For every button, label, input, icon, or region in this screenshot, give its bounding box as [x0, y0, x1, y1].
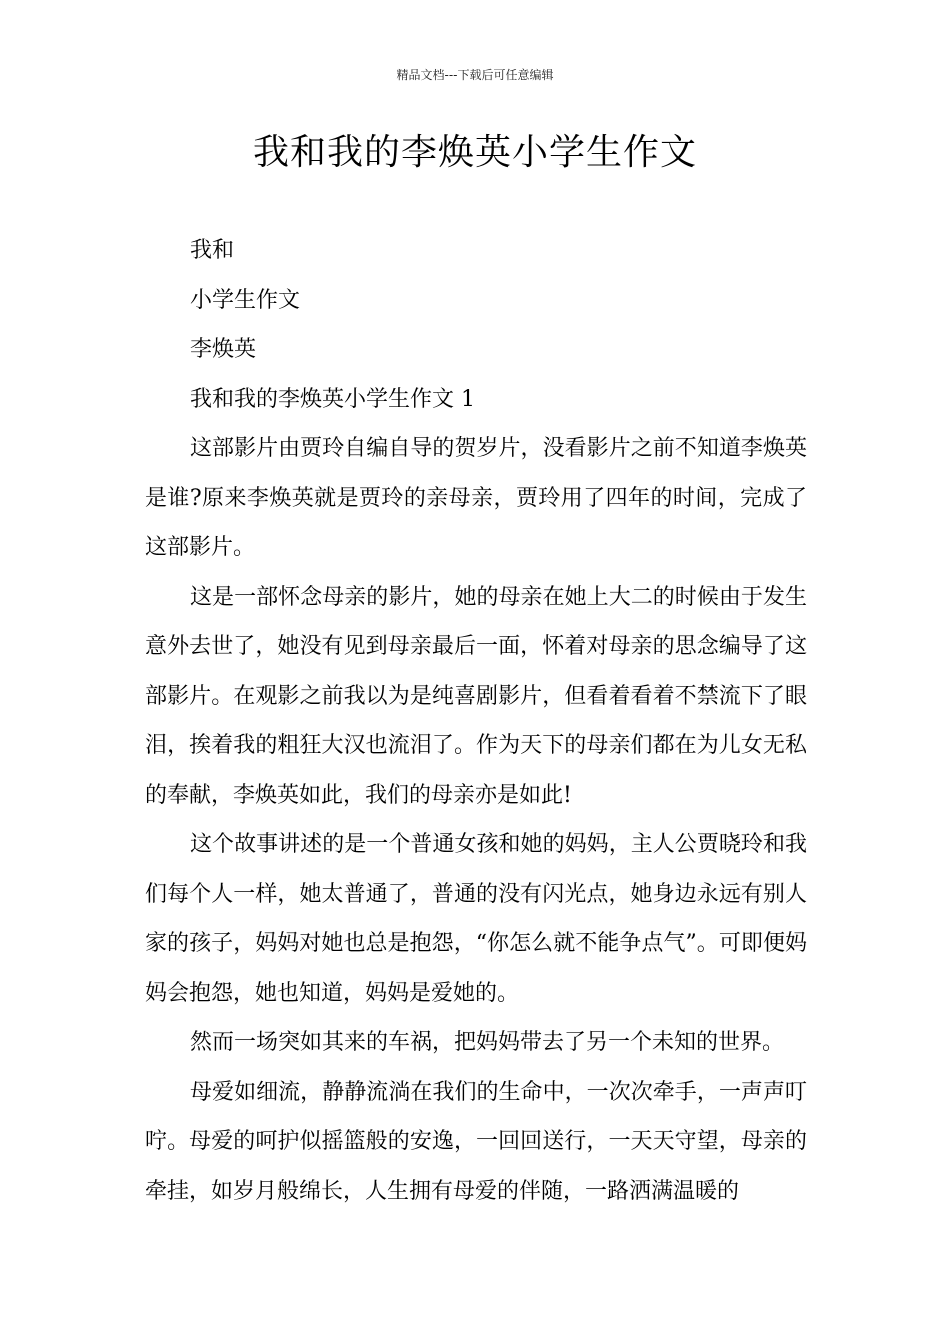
paragraph-4: 我和我的李焕英小学生作文 1: [190, 386, 475, 412]
paragraph-5: 这部影片由贾玲自编自导的贺岁片，没看影片之前不知道李焕英是谁?原来李焕英就是贾玲的亲母亲，贾玲用了四年的时间，完成了这部影片。: [145, 436, 807, 560]
paragraph-9: 母爱如细流，静静流淌在我们的生命中，一次次牵手，一声声叮咛。母爱的呵护似摇篮般的安逸，一回回送行，一天天守望，母亲的牵挂，如岁月般绵长，人生拥有母爱的伴随，一路洒满温暖的: [145, 1079, 807, 1204]
paragraph-3: 李焕英: [190, 337, 257, 362]
paragraph-7: 这个故事讲述的是一个普通女孩和她的妈妈，主人公贾晓玲和我们每个人一样，她太普通了，普通的没有闪光点，她身边永远有别人家的孩子，妈妈对她也总是抱怨，“你怎么就不能争点气”。可即便妈妈会抱怨，她也知道，妈妈是爱她的。: [145, 832, 807, 1006]
document-body: [145, 226, 807, 1216]
paragraph-2: 小学生作文: [190, 287, 301, 313]
paragraph-1: 我和: [190, 238, 235, 263]
paragraph-8: 然而一场突如其来的车祸，把妈妈带去了另一个未知的世界。: [190, 1030, 785, 1055]
document-title: 我和我的李焕英小学生作文: [252, 132, 697, 173]
paragraph-6: 这是一部怀念母亲的影片，她的母亲在她上大二的时候由于发生意外去世了，她没有见到母亲最后一面，怀着对母亲的思念编导了这部影片。在观影之前我以为是纯喜剧影片，但看着看着不禁流下了眼泪，挨着我的粗狂大汉也流泪了。作为天下的母亲们都在为儿女无私的奉献，李焕英如此，我们的母亲亦是如此!: [145, 584, 807, 808]
header-note: 精品文档---下载后可任意编辑: [396, 68, 554, 82]
